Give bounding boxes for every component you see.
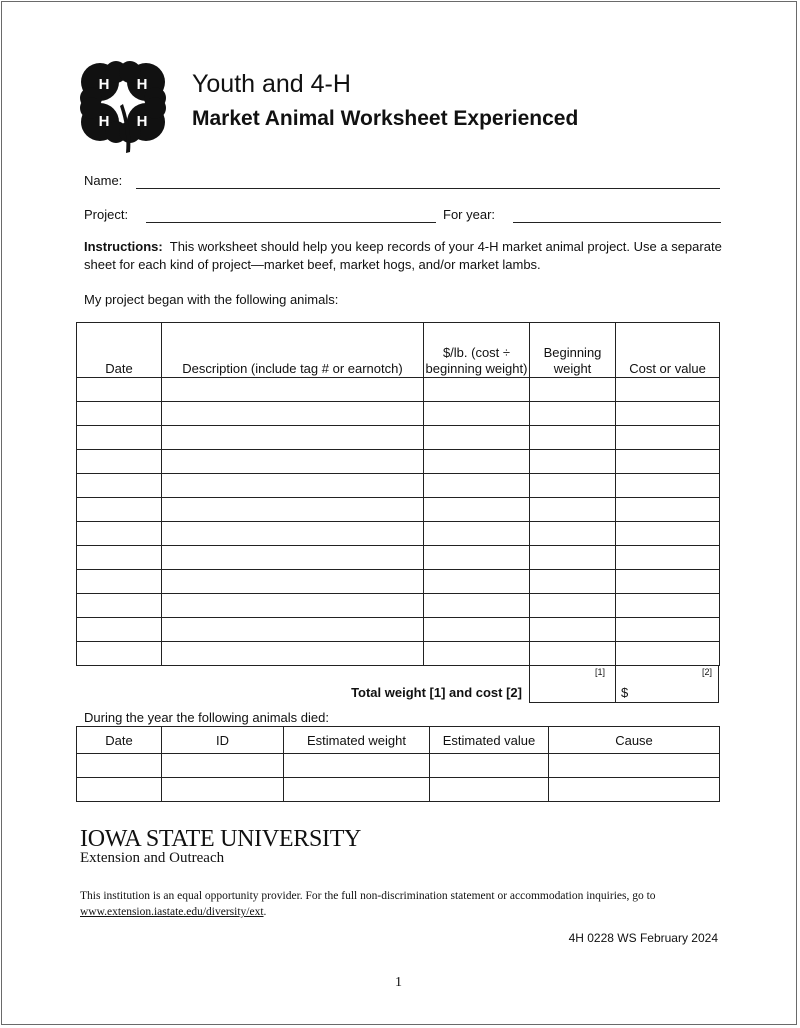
table-cell[interactable] xyxy=(77,618,162,642)
table-row xyxy=(77,546,720,570)
table-cell[interactable] xyxy=(77,474,162,498)
table-cell[interactable] xyxy=(162,402,424,426)
table-cell[interactable] xyxy=(162,570,424,594)
page-number: 1 xyxy=(395,975,402,990)
table-cell[interactable] xyxy=(424,402,530,426)
table-row xyxy=(77,594,720,618)
table-cell[interactable] xyxy=(284,778,430,802)
table-cell[interactable] xyxy=(530,450,616,474)
table-cell[interactable] xyxy=(77,522,162,546)
name-label: Name: xyxy=(84,173,123,188)
table-row xyxy=(77,498,720,522)
table-cell[interactable] xyxy=(162,474,424,498)
university-wordmark: IOWA STATE UNIVERSITY xyxy=(80,826,362,852)
died-header-cause: Cause xyxy=(549,727,720,754)
table-cell[interactable] xyxy=(162,618,424,642)
instructions-heading: Instructions xyxy=(84,239,159,254)
total-cost-field[interactable] xyxy=(615,666,719,703)
table-row xyxy=(77,642,720,666)
table-cell[interactable] xyxy=(430,754,549,778)
table-cell[interactable] xyxy=(616,570,720,594)
table-cell[interactable] xyxy=(424,522,530,546)
table-row xyxy=(77,522,720,546)
died-table xyxy=(76,726,720,802)
table-cell[interactable] xyxy=(162,754,284,778)
table-cell[interactable] xyxy=(162,450,424,474)
animals-table-header xyxy=(77,323,720,378)
table-cell[interactable] xyxy=(549,778,720,802)
page-subtitle: Market Animal Worksheet Experienced xyxy=(192,107,579,130)
table-cell[interactable] xyxy=(424,426,530,450)
table-cell[interactable] xyxy=(77,642,162,666)
table-cell[interactable] xyxy=(162,778,284,802)
col-header-date: Date xyxy=(77,323,162,378)
table-cell[interactable] xyxy=(77,402,162,426)
table-cell[interactable] xyxy=(77,570,162,594)
table-cell[interactable] xyxy=(77,498,162,522)
table-cell[interactable] xyxy=(616,378,720,402)
table-cell[interactable] xyxy=(616,498,720,522)
table-row xyxy=(77,754,720,778)
year-label: For year: xyxy=(443,207,496,222)
table-cell[interactable] xyxy=(162,594,424,618)
table-cell[interactable] xyxy=(530,378,616,402)
table-cell[interactable] xyxy=(616,594,720,618)
table-cell[interactable] xyxy=(424,498,530,522)
died-header-estimated-value: Estimated value xyxy=(430,727,549,754)
table-cell[interactable] xyxy=(424,450,530,474)
table-cell[interactable] xyxy=(530,594,616,618)
table-cell[interactable] xyxy=(77,594,162,618)
col-header-description: Description (include tag # or earnotch) xyxy=(162,323,424,378)
col-header-cost-per-lb: $/lb. (cost ÷ beginning weight) xyxy=(424,323,530,378)
table-cell[interactable] xyxy=(162,522,424,546)
svg-text:H: H xyxy=(98,113,110,130)
table-cell[interactable] xyxy=(530,618,616,642)
department-name: Extension and Outreach xyxy=(80,850,225,866)
document-code: 4H 0228 WS February 2024 xyxy=(568,931,718,945)
project-label: Project: xyxy=(84,207,129,222)
table-cell[interactable] xyxy=(616,474,720,498)
table-cell[interactable] xyxy=(530,426,616,450)
table-cell[interactable] xyxy=(424,570,530,594)
died-table-header xyxy=(77,727,720,754)
table-cell[interactable] xyxy=(530,402,616,426)
col-header-beginning-weight: Beginning weight xyxy=(530,323,616,378)
died-header-date: Date xyxy=(77,727,162,754)
table-cell[interactable] xyxy=(77,778,162,802)
table-cell[interactable] xyxy=(616,402,720,426)
totals-label: Total weight [1] and cost [2] xyxy=(351,685,522,700)
table-cell[interactable] xyxy=(424,546,530,570)
table-cell[interactable] xyxy=(77,546,162,570)
table-cell[interactable] xyxy=(424,474,530,498)
animals-table xyxy=(76,322,720,666)
table-row xyxy=(77,450,720,474)
table-cell[interactable] xyxy=(424,618,530,642)
died-header-estimated-weight: Estimated weight xyxy=(284,727,430,754)
table-row xyxy=(77,426,720,450)
marker-1: [1] xyxy=(594,667,605,677)
table-cell[interactable] xyxy=(530,498,616,522)
table-cell[interactable] xyxy=(284,754,430,778)
link-end: . xyxy=(263,906,267,918)
table-cell[interactable] xyxy=(424,594,530,618)
table-cell[interactable] xyxy=(530,522,616,546)
table-cell[interactable] xyxy=(162,498,424,522)
total-weight-field[interactable] xyxy=(529,666,616,703)
table-cell[interactable] xyxy=(424,378,530,402)
died-text: During the year the following animals died: xyxy=(84,710,329,725)
svg-text:H: H xyxy=(136,113,148,130)
table-cell[interactable] xyxy=(162,426,424,450)
instructions: Instructions: This worksheet should help you keep records of your 4-H market animal project. Use a separate sheet for each kind of project—market beef, market hogs, and/or market lambs. xyxy=(84,239,722,272)
table-row xyxy=(77,378,720,402)
table-cell[interactable] xyxy=(77,450,162,474)
instructions-text: This worksheet should help you keep records of your 4-H market animal project. Use a separate sheet for each kind of project—market beef, market hogs, and/or market lambs. xyxy=(84,239,722,272)
equal-opportunity-text: This institution is an equal opportunity provider. For the full non-discrimination statement or accommodation inquiries, go to xyxy=(80,890,656,902)
table-cell[interactable] xyxy=(616,522,720,546)
table-cell[interactable] xyxy=(616,426,720,450)
table-cell[interactable] xyxy=(530,570,616,594)
table-cell[interactable] xyxy=(530,546,616,570)
name-field[interactable] xyxy=(136,174,720,189)
begin-text: My project began with the following animals: xyxy=(84,292,339,307)
table-row xyxy=(77,570,720,594)
table-cell[interactable] xyxy=(530,474,616,498)
table-cell[interactable] xyxy=(162,378,424,402)
died-header-id: ID xyxy=(162,727,284,754)
totals-boxes xyxy=(529,666,719,704)
currency-symbol: $ xyxy=(621,685,629,700)
table-cell[interactable] xyxy=(530,642,616,666)
year-field[interactable] xyxy=(513,208,721,223)
table-cell[interactable] xyxy=(77,378,162,402)
project-field[interactable] xyxy=(146,208,436,223)
table-cell[interactable] xyxy=(616,618,720,642)
table-cell[interactable] xyxy=(616,642,720,666)
table-cell[interactable] xyxy=(549,754,720,778)
table-cell[interactable] xyxy=(162,642,424,666)
table-cell[interactable] xyxy=(424,642,530,666)
equal-opportunity-statement xyxy=(80,888,720,920)
table-cell[interactable] xyxy=(616,546,720,570)
table-row xyxy=(77,402,720,426)
svg-text:H: H xyxy=(136,76,148,93)
four-h-clover-icon xyxy=(80,60,172,156)
table-row xyxy=(77,778,720,802)
page-title: Youth and 4-H xyxy=(192,70,351,98)
svg-text:H: H xyxy=(98,76,110,93)
marker-2: [2] xyxy=(701,667,712,677)
table-cell[interactable] xyxy=(616,450,720,474)
col-header-cost-or-value: Cost or value xyxy=(616,323,720,378)
table-cell[interactable] xyxy=(430,778,549,802)
diversity-link[interactable]: www.extension.iastate.edu/diversity/ext xyxy=(80,906,264,918)
table-cell[interactable] xyxy=(162,546,424,570)
table-row xyxy=(77,618,720,642)
table-cell[interactable] xyxy=(77,426,162,450)
table-cell[interactable] xyxy=(77,754,162,778)
table-row xyxy=(77,474,720,498)
